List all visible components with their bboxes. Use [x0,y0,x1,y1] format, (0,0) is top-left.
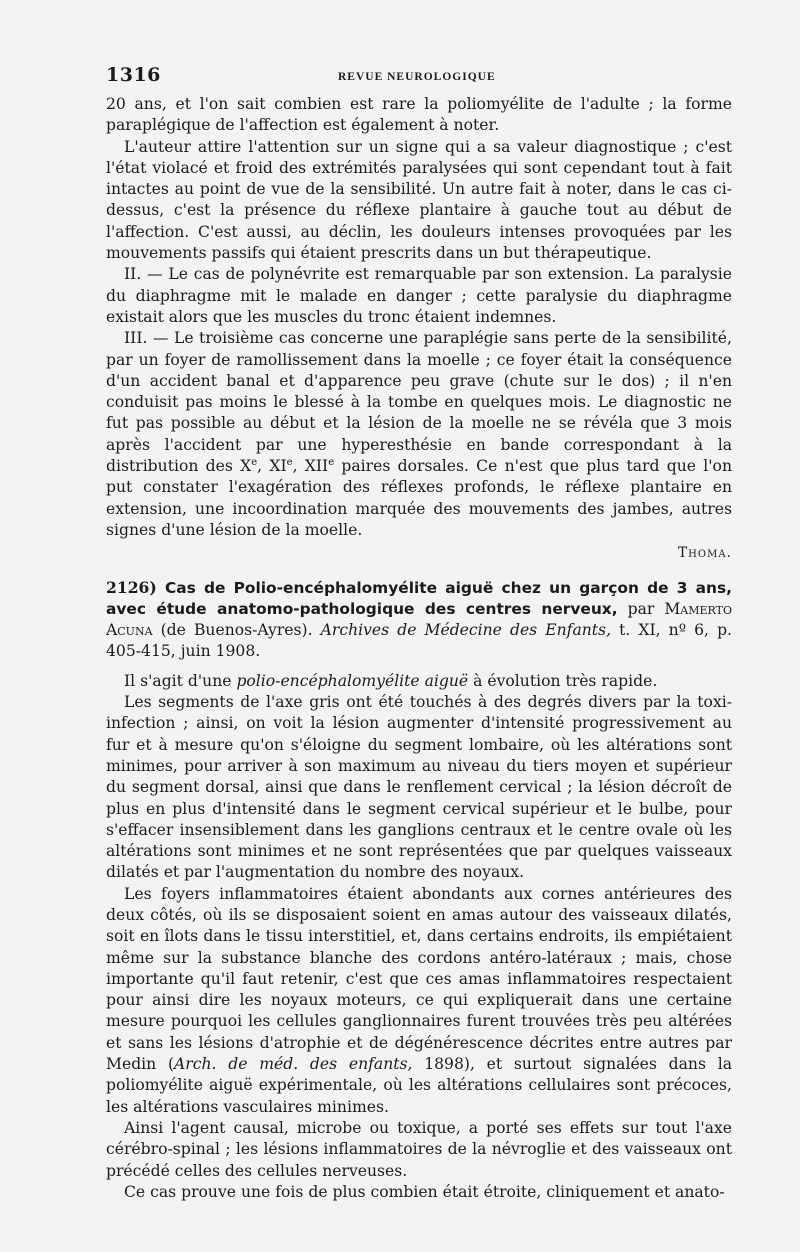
body-text [106,94,732,1203]
paragraph: Les segments de l'axe gris ont été touchés à des degrés divers par la toxi-infection ; ainsi, on voit la lésion augmenter d'intensité progressivement au fur et à mesure qu'on s'éloigne du segment lombaire, où les altérations sont minimes, pour arriver à son maximum au niveau du tiers moyen et supérieur du segment dorsal, ainsi que dans le renflement cervical ; la lésion décroît de plus en plus d'intensité dans le segment cervical supérieur et le bulbe, pour s'effacer insensiblement dans les ganglions centraux et le centre ovale où les altérations sont minimes et ne sont représentées que par quelques vaisseaux dilatés et par l'augmentation du nombre des noyaux. [106,693,732,882]
paragraph: L'auteur attire l'attention sur un signe qui a sa valeur diagnostique ; c'est l'état violacé et froid des extrémités paralysées qui sont cependant tout à fait intactes au point de vue de la sensibilité. Un autre fait à noter, dans le cas ci-dessus, c'est la présence du réflexe plantaire à gauche tout au début de l'affection. C'est aussi, au déclin, les douleurs intenses provoquées par les mouvements passifs qui étaient prescrits dans un but thérapeutique. [106,137,732,263]
entry-number: 2126) [106,577,157,597]
entry-title: Cas de Polio-encéphalomyélite aiguë chez un garçon de 3 ans, avec étude anatomo-pathologique des centres nerveux, [106,578,732,618]
paragraph: 20 ans, et l'on sait combien est rare la poliomyélite de l'adulte ; la forme paraplégique de l'affection est également à noter. [106,95,732,135]
superscript: e [286,456,293,468]
text-run: III. — Le troisième cas concerne une paraplégie sans perte de la sensibilité, par un foyer de ramollissement dans la moelle ; ce foyer était la conséquence d'un accident banal et d'apparence peu grave (chute sur le dos) ; il n'en conduisit pas moins le blessé à la tombe en quelques mois. Le diagnostic ne fut pas possible au début et la lésion de la moelle ne se révéla que 3 mois après l'accident par une hyperesthésie en bande correspondant à la distribution des X [106,329,732,476]
entry-location: (de Buenos-Ayres). [152,621,321,640]
paragraph [106,884,732,1118]
entry-by: par [617,599,665,618]
paragraph: Ainsi l'agent causal, microbe ou toxique, a porté ses effets sur tout l'axe cérébro-spinal ; les lésions inflammatoires de la névroglie et des vaisseaux ont précédé celles des cellules nerveuses. [106,1118,732,1180]
italic-text: Arch. de méd. des enfants, [174,1055,413,1074]
superscript: e [251,456,258,468]
page-header [106,58,732,94]
italic-text: polio-encéphalomyélite aiguë [236,671,469,690]
text-run: paires dorsales. Ce n'est que plus tard que l'on put constater l'exagération des réflexes profonds, le réflexe plantaire en extension, une incoordination marquée des mouvements des jambes, autres signes d'une lésion de la moelle. [106,457,732,539]
entry-source-title: Archives de Médecine des Enfants, [320,621,612,640]
page-number: 1316 [106,64,161,86]
superscript: e [328,456,335,468]
text-run: , XI [257,457,287,476]
text-run: à évolution très rapide. [468,671,658,690]
paragraph: Ce cas prouve une fois de plus combien était étroite, cliniquement et anato- [124,1182,725,1201]
entry-source-details: t. XI, nº 6, p. 405-415, juin 1908. [106,621,733,661]
paragraph: II. — Le cas de polynévrite est remarquable par son extension. La paralysie du diaphragme mit le malade en danger ; cette paralysie du diaphragme existait alors que les muscles du tronc étaient indemnes. [106,265,732,326]
text-run: Les foyers inflammatoires étaient abondants aux cornes antérieures des deux côtés, où ils se disposaient soient en amas autour des vaisseaux dilatés, soit en îlots dans le tissu interstitiel, et, dans certains endroits, ils empiétaient même sur la substance blanche des cordons antéro-latéraux ; mais, chose importante qu'il faut retenir, c'est que ces amas inflammatoires respectaient pour ainsi dire les noyaux moteurs, ce qui expliquerait dans une certaine mesure pourquoi les cellules ganglionnaires furent trouvées très peu altérées et sans les lésions d'atrophie et de dégénérescence décrites entre autres par Medin ( [106,884,732,1074]
reviewer-signature: Thoma. [677,545,732,562]
bibliographic-entry [106,577,732,663]
paragraph [106,671,732,692]
text-run: 1898), et surtout signalées dans la poliomyélite aiguë expérimentale, où les altérations cellulaires sont précoces, les altérations vasculaires minimes. [106,1055,732,1116]
running-head: REVUE NEUROLOGIQUE [338,71,496,83]
text-run: Il s'agit d'une [124,671,237,690]
entry-author: Mamerto Acuna [106,599,732,640]
abstract [106,671,732,1203]
text-run: , XII [292,457,329,476]
paragraph [106,328,732,541]
